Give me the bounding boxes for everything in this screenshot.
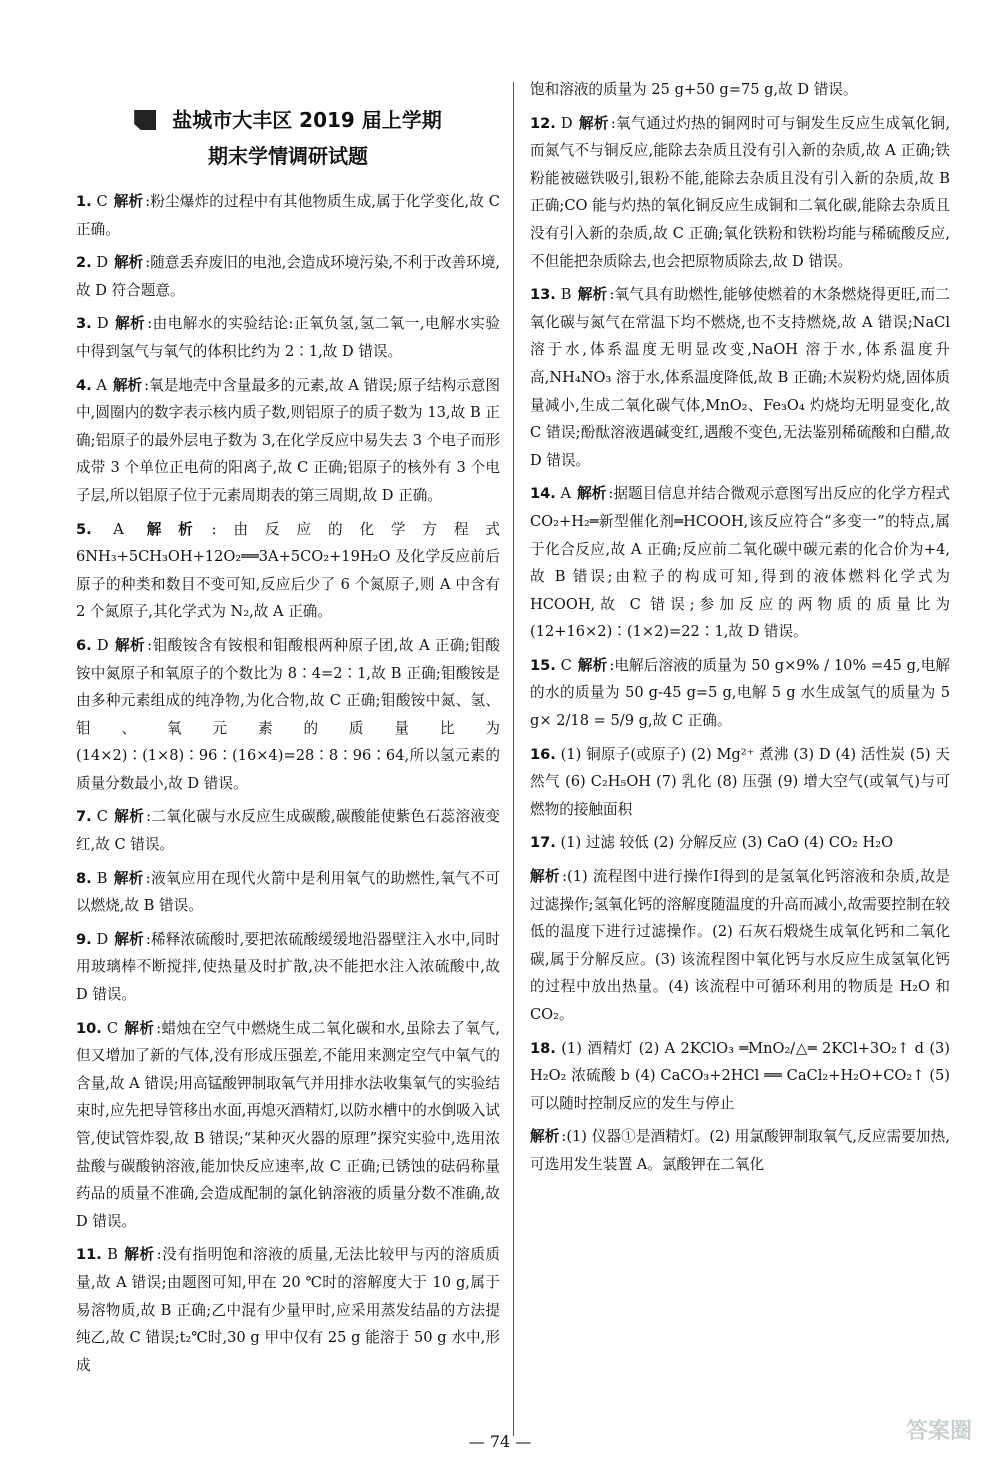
analysis-label: 解析 [113,808,145,826]
answer-item [76,1241,500,1379]
question-number: 4. [76,376,92,394]
analysis-label: 解析 [577,485,607,503]
question-number: 14. [530,485,556,503]
analysis-label: 解析 [124,1019,155,1037]
question-number: 2. [76,254,92,272]
answer-letter: D [96,930,109,948]
answer-letter: D [560,114,573,132]
right-column [530,76,950,1185]
analysis-label: 解析 [114,315,146,333]
answer-letter: C [560,656,572,674]
answer-item [530,480,950,646]
answer-text: :由反应的化学方程式 6NH₃+5CH₃OH+12O₂══3A+5CO₂+19H₂O 及化学反应前后原子的种类和数目不变可知,反应后少了 6 个氮原子,则 A 中含有 2 个氮原子,其化学式为 N₂,故 A 正确。 [76,520,500,621]
answer-text: :(1) 仪器①是酒精灯。(2) 用氯酸钾制取氧气,反应需要加热,可选用发生装置 A。氯酸钾在二氧化 [530,1128,950,1173]
answer-letter: A [96,376,107,394]
title-line-2: 期末学情调研试题 [208,144,368,168]
answer-item [530,863,950,1029]
answer-item [76,1015,500,1236]
answer-text: :电解后溶液的质量为 50 g×9% / 10% =45 g,电解的水的质量为 50 g-45 g=5 g,电解 5 g 水生成氢气的质量为 5 g× 2/18 = 5/9 g,故 C 正确。 [530,656,950,730]
question-number: 13. [530,286,556,304]
answer-item [530,281,950,474]
answer-letter: B [96,869,108,887]
answer-text: (1) 铜原子(或原子) (2) Mg²⁺ 煮沸 (3) D (4) 活性炭 (5) 天然气 (6) C₂H₅OH (7) 乳化 (8) 压强 (9) 增大空气(或氧气)与可燃物的接触面积 [530,745,951,818]
question-number: 15. [530,656,556,674]
question-number: 8. [76,869,92,887]
analysis-label: 解析 [113,193,144,210]
answer-text: :氧气通过灼热的铜网时可与铜发生反应生成氧化铜,而氮气不与铜反应,能除去杂质且没有引入新的杂质,故 A 正确;铁粉能被磁铁吸引,银粉不能,能除去杂质且没有引入新的杂质,故 B 正确;CO 能与灼热的氧化铜反应生成铜和二氧化碳,能除去杂质且没有引入新的杂质,故 C 正确;氧化铁粉和铁粉均能与稀硫酸反应,不但能把杂质除去,也会把原物质除去,故 D 错误。 [530,114,950,270]
answer-item [530,1123,950,1178]
left-column [76,76,500,1385]
answer-text: :稀释浓硫酸时,要把浓硫酸缓缓地沿器壁注入水中,同时用玻璃棒不断搅拌,使热量及时扩散,决不能把水注入浓硫酸中,故 D 错误。 [76,930,500,1004]
answer-item [76,632,500,798]
answer-text: (1) 酒精灯 (2) A 2KClO₃ ═MnO₂/△═ 2KCl+3O₂↑ d (3) H₂O₂ 浓硫酸 b (4) CaCO₃+2HCl ══ CaCl₂+H₂O+CO₂↑ (5) 可以随时控制反应的发生与停止 [530,1039,950,1112]
answer-item [76,926,500,1009]
answer-item [76,516,500,626]
title-line-1: 盐城市大丰区 2019 届上学期 [76,102,500,138]
answer-letter: C [106,1019,119,1037]
answer-item [530,829,950,857]
answer-text: (1) 过滤 较低 (2) 分解反应 (3) CaO (4) CO₂ H₂O [560,834,894,852]
answer-text: :据题目信息并结合微观示意图写出反应的化学方程式 CO₂+H₂═新型催化剂═HCOOH,该反应符合“多变一”的特点,属于化合反应,故 A 正确;反应前二氧化碳中碳元素的化合价为+4,故 B 错误;由粒子的构成可知,得到的液体燃料化学式为 HCOOH,故 C 错误;参加反应的两物质的质量比为(12+16×2)∶(1×2)=22∶1,故 D 错误。 [530,485,950,641]
question-number: 10. [76,1019,102,1037]
answer-text: :氧是地壳中含量最多的元素,故 A 错误;原子结构示意图中,圆圈内的数字表示核内质子数,则铝原子的质子数为 13,故 B 正确;铝原子的最外层电子数为 3,在化学反应中易失去 3 个电子而形成带 3 个单位正电荷的阳离子,故 C 正确;铝原子的核外有 3 个电子层,所以铝原子位于元素周期表的第三周期,故 D 正确。 [76,376,500,504]
analysis-label: 解析 [114,930,144,948]
answer-item [76,249,500,304]
answer-text: :没有指明饱和溶液的质量,无法比较甲与丙的溶质质量,故 A 错误;由题图可知,甲在 20 ℃时的溶解度大于 10 g,属于易溶物质,故 B 正确;乙中混有少量甲时,应采用蒸发结晶的方法提纯乙,故 C 错误;t₂℃时,30 g 甲中仅有 25 g 能溶于 50 g 水中,形成 [76,1246,501,1374]
watermark-logo: 答案圈 [905,1419,972,1444]
answer-text: :粉尘爆炸的过程中有其他物质生成,属于化学变化,故 C 正确。 [76,193,500,238]
question-number: 3. [76,315,92,333]
section-marker-icon [134,110,156,130]
answer-text: :(1) 流程图中进行操作Ⅰ得到的是氢氧化钙溶液和杂质,故是过滤操作;氢氧化钙的溶解度随温度的升高而减小,故需要控制在较低的温度下进行过滤操作。(2) 石灰石煅烧生成氧化钙和二氧化碳,属于分解反应。(3) 该流程图中氧化钙与水反应生成氢氧化钙的过程中放出热量。(4) 该流程中可循环利用的物质是 H₂O 和 CO₂。 [530,868,950,1023]
answer-letter: B [107,1246,118,1264]
answer-item [530,76,950,104]
question-number: 1. [76,193,92,210]
page-number: — 74 — [468,1432,532,1451]
answer-letter: A [113,520,124,538]
answer-letter: A [560,485,572,503]
answer-letter: D [96,636,109,654]
analysis-label: 解析 [578,114,609,132]
answer-item [530,110,950,276]
question-number: 9. [76,930,92,948]
column-divider [513,82,514,1436]
answer-letter: C [96,193,108,210]
answer-text: :钼酸铵含有铵根和钼酸根两种原子团,故 A 正确;钼酸铵中氮原子和氧原子的个数比为 8∶4=2∶1,故 B 正确;钼酸铵是由多种元素组成的纯净物,为化合物,故 C 正确;钼酸铵中氮、氢、钼、氧元素的质量比为(14×2)∶(1×8)∶96∶(16×4)=28∶8∶96∶64,所以氢元素的质量分数最小,故 D 错误。 [76,636,500,792]
answer-text: :随意丢弃废旧的电池,会造成环境污染,不利于改善环境,故 D 符合题意。 [76,254,500,299]
answer-text: :液氧应用在现代火箭中是利用氧气的助燃性,氧气不可以燃烧,故 B 错误。 [76,869,500,915]
answer-item [76,310,500,365]
analysis-label: 解析 [114,254,144,272]
analysis-label: 解析 [530,868,561,886]
answer-letter: B [560,286,572,304]
answer-text: :蜡烛在空气中燃烧生成二氧化碳和水,虽除去了氧气,但又增加了新的气体,没有形成压强差,不能用来测定空气中氧气的含量,故 A 错误;用高锰酸钾制取氧气并用排水法收集氧气的实验结束时,应先把导管移出水面,再熄灭酒精灯,以防水槽中的水倒吸入试管,使试管炸裂,故 B 错误;“某种灭火器的原理”探究实验中,选用浓盐酸与碳酸钠溶液,能加快反应速率,故 C 正确;已锈蚀的砝码称量药品的质量不准确,会造成配制的氯化钠溶液的质量分数不准确,故 D 错误。 [76,1019,500,1230]
answer-item [76,865,500,920]
right-answer-list [530,76,950,1179]
answer-letter: C [96,808,108,826]
answer-text: 饱和溶液的质量为 25 g+50 g=75 g,故 D 错误。 [530,81,858,98]
question-number: 18. [530,1039,556,1057]
answer-text: :由电解水的实验结论:正氧负氢,氢二氧一,电解水实验中得到氢气与氧气的体积比约为 2∶1,故 D 错误。 [76,315,500,360]
answer-item [76,188,500,243]
analysis-label: 解析 [114,636,146,654]
answer-item [76,803,500,858]
answer-letter: D [96,315,109,333]
analysis-label: 解析 [129,520,210,538]
analysis-label: 解析 [112,376,143,394]
answer-letter: D [96,254,109,272]
answer-item [530,1035,950,1118]
analysis-label: 解析 [577,286,608,304]
answer-item [76,372,500,510]
section-title [76,102,500,174]
answer-item [530,741,950,824]
question-number: 7. [76,808,92,826]
analysis-label: 解析 [123,1246,155,1264]
question-number: 6. [76,636,92,654]
question-number: 5. [76,520,92,538]
question-number: 11. [76,1246,102,1264]
analysis-label: 解析 [113,869,144,887]
answer-item [530,652,950,735]
left-answer-list [76,188,500,1379]
answer-text: :氧气具有助燃性,能够使燃着的木条燃烧得更旺,而二氧化碳与氮气在常温下均不燃烧,也不支持燃烧,故 A 错误;NaCl 溶于水,体系温度无明显改变,NaOH 溶于水,体系温度升高,NH₄NO₃ 溶于水,体系温度降低,故 B 正确;木炭粉灼烧,固体质量减小,生成二氧化碳气体,MnO₂、Fe₃O₄ 灼烧均无明显变化,故 C 错误;酚酞溶液遇碱变红,遇酸不变色,无法鉴别稀硫酸和白醋,故 D 错误。 [530,286,951,469]
question-number: 16. [530,745,556,763]
analysis-label: 解析 [530,1128,560,1146]
question-number: 17. [530,834,556,852]
question-number: 12. [530,114,556,132]
analysis-label: 解析 [577,656,608,674]
answer-text: :二氧化碳与水反应生成碳酸,碳酸能使紫色石蕊溶液变红,故 C 错误。 [76,808,500,854]
